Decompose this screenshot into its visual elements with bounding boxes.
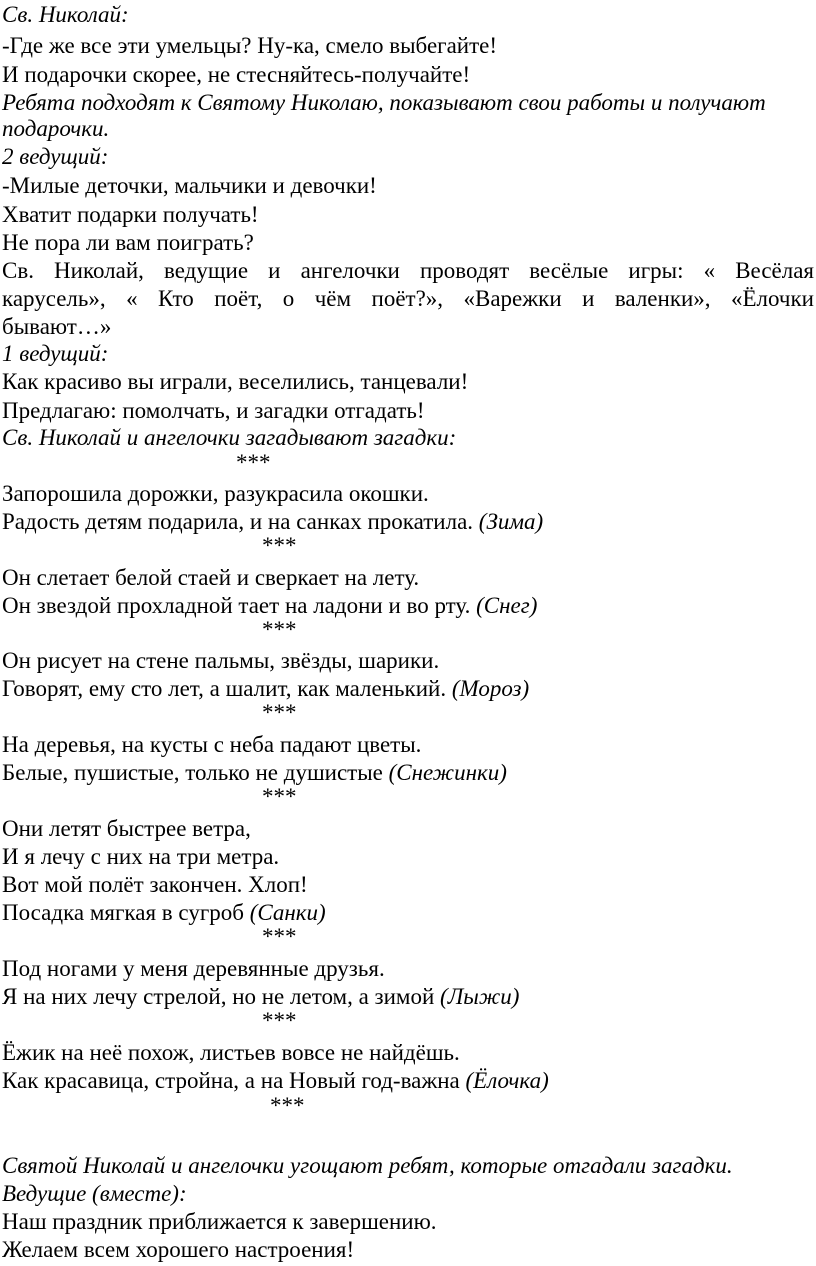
separator-stars: *** [236, 450, 271, 475]
stage-direction: Святой Николай и ангелочки угощают ребят, которые отгадали загадки. [2, 1153, 733, 1178]
riddle-line: Вот мой полёт закончен. Хлоп! [2, 872, 308, 897]
riddle-line: И я лечу с них на три метра. [2, 844, 280, 869]
riddle-text: Я на них лечу стрелой, но не летом, а зимой [2, 984, 435, 1009]
riddle-answer: (Лыжи) [440, 984, 520, 1009]
separator-stars: *** [270, 1093, 305, 1118]
speaker-label: Ведущие (вместе): [2, 1181, 187, 1206]
riddle-answer: (Мороз) [451, 676, 530, 701]
riddle-line: Под ногами у меня деревянные друзья. [2, 956, 385, 981]
riddle-line: Он рисует на стене пальмы, звёзды, шарики. [2, 648, 440, 673]
riddle-answer: (Зима) [478, 509, 544, 534]
riddle-text: Говорят, ему сто лет, а шалит, как маленький. [2, 676, 447, 701]
riddle-text: Белые, пушистые, только не душистые [2, 760, 383, 785]
text-line: бывают…» [2, 314, 112, 339]
text-line: И подарочки скорее, не стесняйтесь-получайте! [2, 62, 471, 87]
text-line: -Где же все эти умельцы? Ну-ка, смело выбегайте! [2, 33, 498, 58]
riddle-text: Радость детям подарила, и на санках прокатила. [2, 509, 474, 534]
text-line: -Милые деточки, мальчики и девочки! [2, 173, 377, 198]
riddle-answer: (Снег) [476, 593, 538, 618]
text-line: Как красиво вы играли, веселились, танцевали! [2, 369, 469, 394]
separator-stars: *** [262, 924, 297, 949]
riddle-line: Он слетает белой стаей и сверкает на лету. [2, 565, 420, 590]
speaker-label: 2 ведущий: [2, 144, 109, 169]
text-line: Св. Николай, ведущие и ангелочки проводят весёлые игры: « Весёлая [2, 258, 814, 283]
separator-stars: *** [262, 533, 297, 558]
text-line: Не пора ли вам поиграть? [2, 230, 254, 255]
riddle-line: Они летят быстрее ветра, [2, 816, 251, 841]
stage-direction: Св. Николай и ангелочки загадывают загадки: [2, 425, 457, 450]
riddle-text: Посадка мягкая в сугроб [2, 900, 244, 925]
riddle-line: Ёжик на неё похож, листьев вовсе не найдёшь. [2, 1040, 460, 1065]
text-line: карусель», « Кто поёт, о чём поёт?», «Варежки и валенки», «Ёлочки [2, 286, 814, 311]
separator-stars: *** [262, 700, 297, 725]
text-line: Наш праздник приближается к завершению. [2, 1209, 437, 1234]
riddle-answer: (Снежинки) [388, 760, 507, 785]
riddle-answer: (Санки) [249, 900, 326, 925]
riddle-line [2, 759, 507, 787]
riddle-line: Запорошила дорожки, разукрасила окошки. [2, 481, 429, 506]
separator-stars: *** [262, 1008, 297, 1033]
speaker-label: 1 ведущий: [2, 341, 109, 366]
separator-stars: *** [262, 617, 297, 642]
riddle-line [2, 983, 519, 1011]
text-line: Желаем всем хорошего настроения! [2, 1237, 355, 1262]
riddle-line [2, 1067, 549, 1095]
separator-stars: *** [262, 784, 297, 809]
riddle-answer: (Ёлочка) [465, 1068, 549, 1093]
riddle-line: На деревья, на кусты с неба падают цветы. [2, 732, 422, 757]
text-line: Предлагаю: помолчать, и загадки отгадать! [2, 398, 425, 423]
stage-direction: подарочки. [2, 116, 110, 141]
riddle-text: Как красавица, стройна, а на Новый год-важна [2, 1068, 460, 1093]
speaker-label: Св. Николай: [2, 2, 129, 27]
riddle-text: Он звездой прохладной тает на ладони и во рту. [2, 593, 471, 618]
text-line: Хватит подарки получать! [2, 202, 259, 227]
stage-direction: Ребята подходят к Святому Николаю, показывают свои работы и получают [2, 90, 766, 115]
